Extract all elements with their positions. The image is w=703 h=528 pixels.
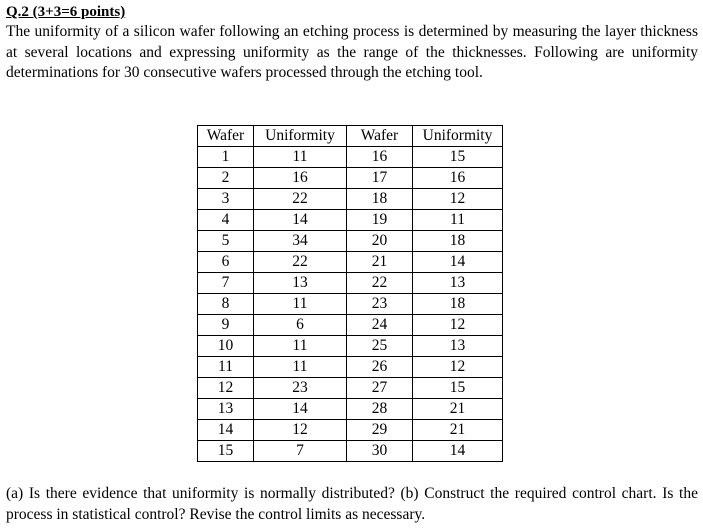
wafer-cell: 26 bbox=[347, 357, 413, 378]
table-row bbox=[198, 147, 503, 168]
wafer-cell: 8 bbox=[198, 294, 254, 315]
table-row bbox=[198, 168, 503, 189]
wafer-cell: 16 bbox=[347, 147, 413, 168]
uniformity-cell: 14 bbox=[254, 399, 347, 420]
uniformity-cell: 12 bbox=[413, 189, 503, 210]
table-row bbox=[198, 210, 503, 231]
uniformity-cell: 11 bbox=[254, 147, 347, 168]
wafer-cell: 23 bbox=[347, 294, 413, 315]
uniformity-cell: 14 bbox=[254, 210, 347, 231]
table-row bbox=[198, 189, 503, 210]
table-row bbox=[198, 273, 503, 294]
header-wafer-2: Wafer bbox=[347, 126, 413, 147]
uniformity-cell: 13 bbox=[254, 273, 347, 294]
wafer-cell: 9 bbox=[198, 315, 254, 336]
uniformity-cell: 15 bbox=[413, 147, 503, 168]
wafer-cell: 14 bbox=[198, 420, 254, 441]
uniformity-cell: 13 bbox=[413, 273, 503, 294]
table-row bbox=[198, 420, 503, 441]
question-tasks: (a) Is there evidence that uniformity is normally distributed? (b) Construct the required control chart. Is the process in statistical control? Revise the control limits as necessary. bbox=[6, 485, 698, 523]
wafer-cell: 28 bbox=[347, 399, 413, 420]
wafer-cell: 4 bbox=[198, 210, 254, 231]
wafer-cell: 18 bbox=[347, 189, 413, 210]
table-row bbox=[198, 231, 503, 252]
wafer-cell: 7 bbox=[198, 273, 254, 294]
uniformity-cell: 15 bbox=[413, 378, 503, 399]
wafer-cell: 30 bbox=[347, 441, 413, 462]
uniformity-cell: 34 bbox=[254, 231, 347, 252]
wafer-cell: 13 bbox=[198, 399, 254, 420]
table-row bbox=[198, 252, 503, 273]
wafer-cell: 2 bbox=[198, 168, 254, 189]
uniformity-cell: 11 bbox=[254, 294, 347, 315]
wafer-cell: 29 bbox=[347, 420, 413, 441]
wafer-cell: 12 bbox=[198, 378, 254, 399]
uniformity-table-container bbox=[197, 125, 503, 462]
table-header-row bbox=[198, 126, 503, 147]
table-row bbox=[198, 399, 503, 420]
wafer-cell: 15 bbox=[198, 441, 254, 462]
wafer-cell: 3 bbox=[198, 189, 254, 210]
wafer-cell: 24 bbox=[347, 315, 413, 336]
wafer-cell: 10 bbox=[198, 336, 254, 357]
wafer-cell: 21 bbox=[347, 252, 413, 273]
table-body bbox=[198, 147, 503, 462]
wafer-cell: 27 bbox=[347, 378, 413, 399]
uniformity-cell: 21 bbox=[413, 420, 503, 441]
header-wafer: Wafer bbox=[198, 126, 254, 147]
wafer-cell: 11 bbox=[198, 357, 254, 378]
uniformity-cell: 11 bbox=[413, 210, 503, 231]
table-row bbox=[198, 315, 503, 336]
wafer-cell: 6 bbox=[198, 252, 254, 273]
question-heading: Q.2 (3+3=6 points) bbox=[6, 4, 126, 20]
wafer-cell: 17 bbox=[347, 168, 413, 189]
uniformity-cell: 13 bbox=[413, 336, 503, 357]
uniformity-cell: 16 bbox=[413, 168, 503, 189]
uniformity-cell: 11 bbox=[254, 336, 347, 357]
uniformity-cell: 11 bbox=[254, 357, 347, 378]
wafer-cell: 22 bbox=[347, 273, 413, 294]
uniformity-cell: 22 bbox=[254, 189, 347, 210]
wafer-cell: 25 bbox=[347, 336, 413, 357]
uniformity-cell: 23 bbox=[254, 378, 347, 399]
uniformity-cell: 12 bbox=[254, 420, 347, 441]
uniformity-cell: 18 bbox=[413, 231, 503, 252]
wafer-cell: 19 bbox=[347, 210, 413, 231]
wafer-cell: 20 bbox=[347, 231, 413, 252]
uniformity-cell: 21 bbox=[413, 399, 503, 420]
wafer-cell: 5 bbox=[198, 231, 254, 252]
uniformity-cell: 14 bbox=[413, 441, 503, 462]
uniformity-cell: 12 bbox=[413, 357, 503, 378]
table-row bbox=[198, 441, 503, 462]
header-uniformity: Uniformity bbox=[254, 126, 347, 147]
question-intro: The uniformity of a silicon wafer following an etching process is determined by measuring the layer thickness at several locations and expressing uniformity as the range of the thicknesses. Following are uniformity determinations for 30 consecutive wafers processed through the etching tool. bbox=[6, 23, 698, 81]
uniformity-cell: 7 bbox=[254, 441, 347, 462]
header-uniformity-2: Uniformity bbox=[413, 126, 503, 147]
uniformity-cell: 6 bbox=[254, 315, 347, 336]
wafer-cell: 1 bbox=[198, 147, 254, 168]
table-row bbox=[198, 294, 503, 315]
table-row bbox=[198, 357, 503, 378]
uniformity-table bbox=[197, 125, 503, 462]
uniformity-cell: 22 bbox=[254, 252, 347, 273]
table-row bbox=[198, 336, 503, 357]
uniformity-cell: 14 bbox=[413, 252, 503, 273]
uniformity-cell: 18 bbox=[413, 294, 503, 315]
uniformity-cell: 12 bbox=[413, 315, 503, 336]
uniformity-cell: 16 bbox=[254, 168, 347, 189]
table-row bbox=[198, 378, 503, 399]
